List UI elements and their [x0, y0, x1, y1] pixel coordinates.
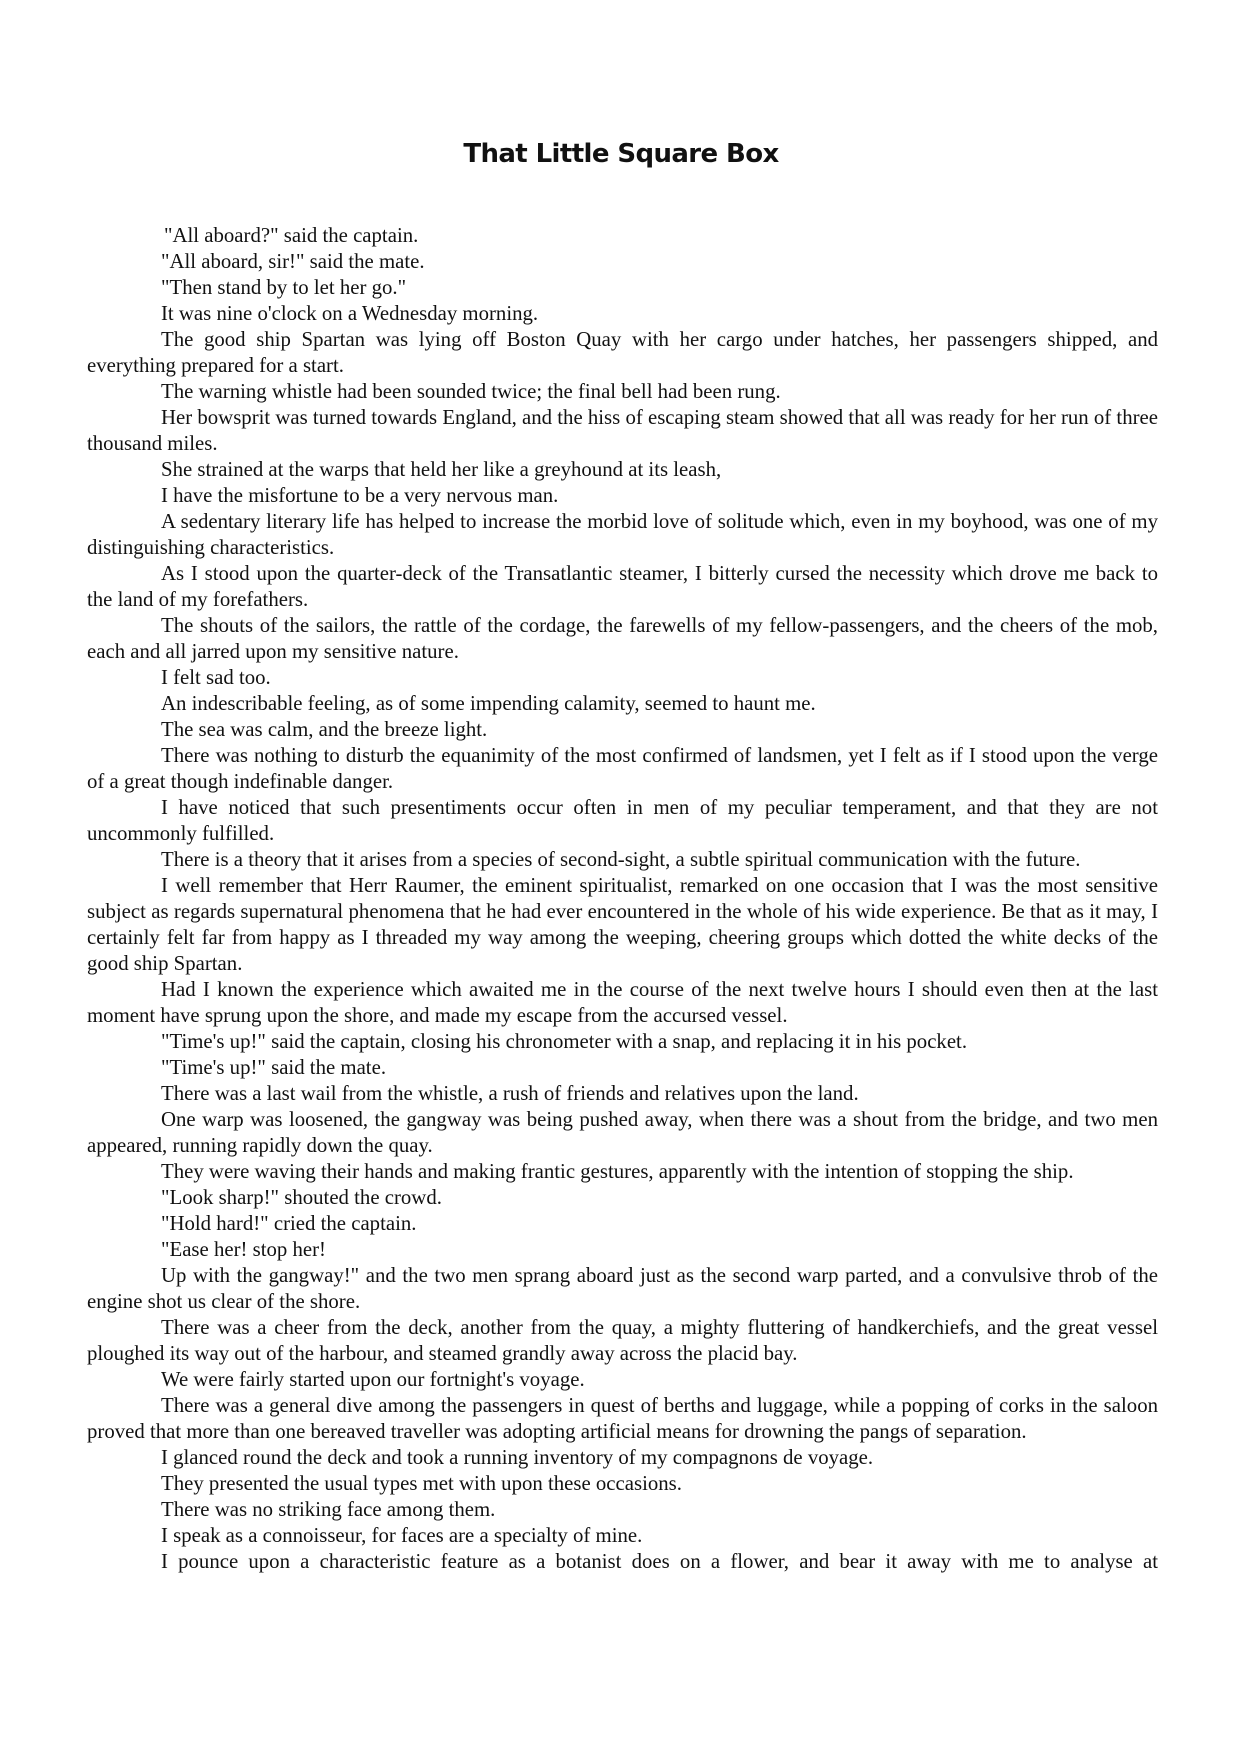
- paragraph: We were fairly started upon our fortnight's voyage.: [161, 1368, 585, 1391]
- paragraph: As I stood upon the quarter-deck of the Transatlantic steamer, I bitterly cursed the necessity which drove me back to the land of my forefathers.: [87, 562, 1158, 611]
- paragraph: "All aboard, sir!" said the mate.: [161, 250, 425, 273]
- paragraph: There was a last wail from the whistle, a rush of friends and relatives upon the land.: [161, 1082, 859, 1105]
- document-title: That Little Square Box: [463, 139, 779, 169]
- paragraph: She strained at the warps that held her like a greyhound at its leash,: [161, 458, 722, 481]
- paragraph: A sedentary literary life has helped to increase the morbid love of solitude which, even in my boyhood, was one of my distinguishing characteristics.: [87, 510, 1158, 559]
- paragraph: One warp was loosened, the gangway was being pushed away, when there was a shout from the bridge, and two men appeared, running rapidly down the quay.: [87, 1108, 1158, 1157]
- paragraph: Up with the gangway!" and the two men sprang aboard just as the second warp parted, and a convulsive throb of the engine shot us clear of the shore.: [87, 1264, 1158, 1313]
- paragraph: The sea was calm, and the breeze light.: [161, 718, 488, 741]
- paragraph: "Ease her! stop her!: [161, 1238, 326, 1261]
- paragraph: The good ship Spartan was lying off Boston Quay with her cargo under hatches, her passengers shipped, and everything prepared for a start.: [87, 328, 1158, 377]
- paragraph: There is a theory that it arises from a species of second-sight, a subtle spiritual communication with the future.: [161, 848, 1081, 871]
- paragraph: "Hold hard!" cried the captain.: [161, 1212, 417, 1235]
- paragraph: It was nine o'clock on a Wednesday morning.: [161, 302, 539, 325]
- paragraph: "Look sharp!" shouted the crowd.: [161, 1186, 442, 1209]
- paragraph: I felt sad too.: [161, 666, 271, 689]
- paragraph: The shouts of the sailors, the rattle of the cordage, the farewells of my fellow-passengers, and the cheers of the mob, each and all jarred upon my sensitive nature.: [87, 614, 1158, 663]
- document-body: [87, 223, 1158, 1575]
- paragraph: I glanced round the deck and took a running inventory of my compagnons de voyage.: [161, 1446, 874, 1469]
- paragraph: I have the misfortune to be a very nervous man.: [161, 484, 559, 507]
- paragraph: An indescribable feeling, as of some impending calamity, seemed to haunt me.: [161, 692, 816, 715]
- paragraph: There was nothing to disturb the equanimity of the most confirmed of landsmen, yet I felt as if I stood upon the verge of a great though indefinable danger.: [87, 744, 1158, 793]
- paragraph: "Time's up!" said the mate.: [161, 1056, 387, 1079]
- paragraph: They presented the usual types met with upon these occasions.: [161, 1472, 682, 1495]
- paragraph: I well remember that Herr Raumer, the eminent spiritualist, remarked on one occasion that I was the most sensitive subject as regards supernatural phenomena that he had ever encountered in the whole of his wide experience. Be that as it may, I certainly felt far from happy as I threaded my way among the weeping, cheering groups which dotted the white decks of the good ship Spartan.: [87, 874, 1158, 975]
- paragraph: There was no striking face among them.: [161, 1498, 496, 1521]
- paragraph: "Time's up!" said the captain, closing his chronometer with a snap, and replacing it in his pocket.: [161, 1030, 968, 1053]
- paragraph: I speak as a connoisseur, for faces are a specialty of mine.: [161, 1524, 643, 1547]
- paragraph: I pounce upon a characteristic feature as a botanist does on a flower, and bear it away with me to analyse at: [161, 1550, 1158, 1573]
- paragraph: There was a general dive among the passengers in quest of berths and luggage, while a popping of corks in the saloon proved that more than one bereaved traveller was adopting artificial means for drowning the pangs of separation.: [87, 1394, 1158, 1443]
- paragraph: They were waving their hands and making frantic gestures, apparently with the intention of stopping the ship.: [161, 1160, 1074, 1183]
- paragraph: "Then stand by to let her go.": [161, 276, 407, 299]
- paragraph: I have noticed that such presentiments occur often in men of my peculiar temperament, and that they are not uncommonly fulfilled.: [87, 796, 1158, 845]
- paragraph: There was a cheer from the deck, another from the quay, a mighty fluttering of handkerchiefs, and the great vessel ploughed its way out of the harbour, and steamed grandly away across the placid bay.: [87, 1316, 1158, 1365]
- paragraph: Had I known the experience which awaited me in the course of the next twelve hours I should even then at the last moment have sprung upon the shore, and made my escape from the accursed vessel.: [87, 978, 1158, 1027]
- paragraph: The warning whistle had been sounded twice; the final bell had been rung.: [161, 380, 781, 403]
- paragraph: Her bowsprit was turned towards England, and the hiss of escaping steam showed that all was ready for her run of three thousand miles.: [87, 406, 1158, 455]
- paragraph: "All aboard?" said the captain.: [164, 224, 419, 247]
